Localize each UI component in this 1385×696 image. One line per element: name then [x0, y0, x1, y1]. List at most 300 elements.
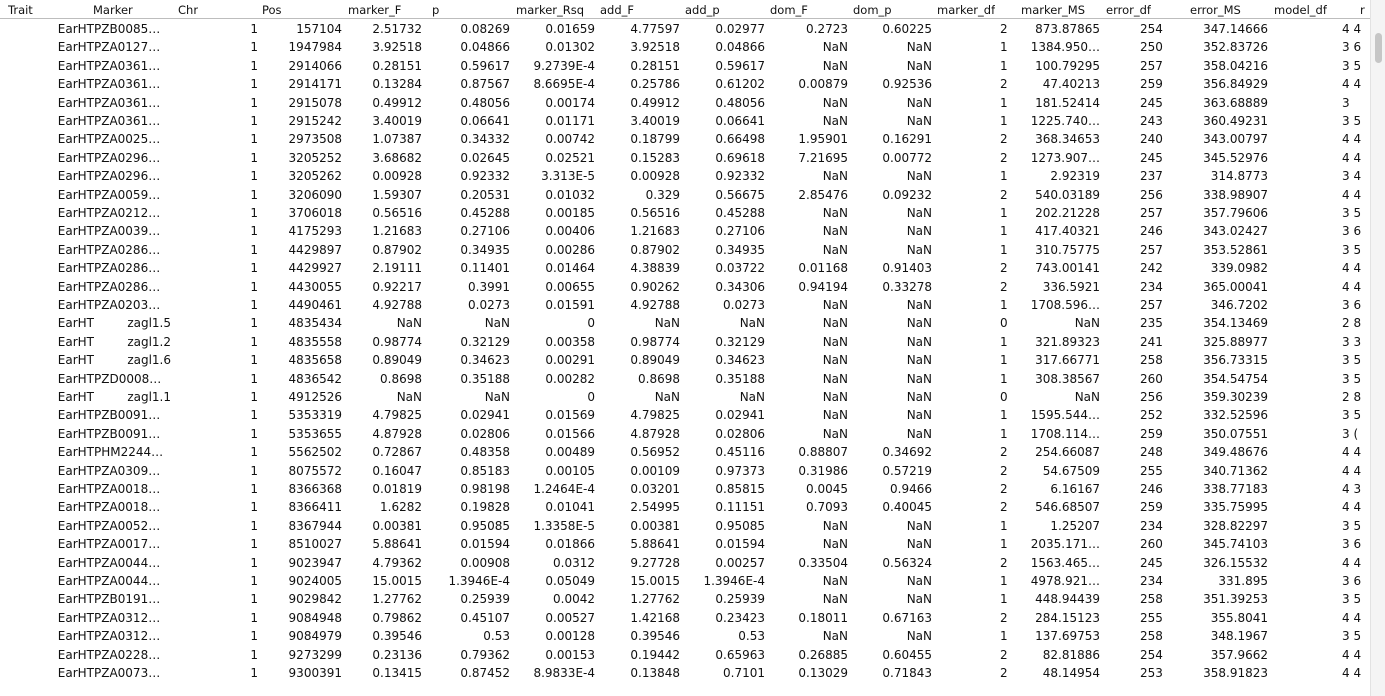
cell-add-p: 0.02977: [715, 22, 765, 36]
cell-model-df: 4 4: [1342, 500, 1362, 515]
cell-pos: 4175293: [288, 224, 342, 239]
column-header-model-df[interactable]: model_df: [1274, 3, 1327, 17]
column-header-add-p[interactable]: add_p: [685, 3, 720, 17]
cell-marker-ms: 1563.465…: [1030, 555, 1100, 570]
cell-pos: 2915242: [288, 114, 342, 128]
cell-error-ms: 352.83726: [1203, 40, 1268, 55]
cell-trait: EarHT: [57, 206, 94, 220]
cell-p: 0.04866: [460, 40, 510, 55]
table-row[interactable]: [0, 167, 1370, 185]
cell-error-ms: 338.77183: [1203, 482, 1268, 496]
cell-pos: 4835558: [288, 334, 342, 349]
table-row[interactable]: [0, 38, 1370, 56]
cell-dom-p: NaN: [906, 95, 932, 110]
cell-marker-df: 2: [1000, 77, 1008, 92]
cell-marker-f: NaN: [396, 390, 422, 404]
column-header-r[interactable]: r: [1360, 3, 1365, 17]
cell-add-p: 0.06641: [715, 114, 765, 128]
cell-marker-rsq: 0.00527: [545, 610, 595, 625]
cell-marker-f: 0.01819: [372, 482, 422, 496]
cell-error-ms: 356.84929: [1203, 77, 1268, 92]
cell-trait: EarHT: [57, 518, 94, 533]
cell-model-df: 4 4: [1342, 666, 1362, 680]
cell-p: 0.87452: [460, 666, 510, 680]
cell-marker: PZA0018…: [94, 482, 161, 496]
cell-add-p: 0.02941: [715, 408, 765, 423]
cell-marker-rsq: 9.2739E-4: [533, 58, 595, 73]
cell-marker-df: 2: [1000, 555, 1008, 570]
scrollbar-thumb[interactable]: [1375, 33, 1382, 63]
cell-marker-f: 5.88641: [372, 537, 422, 552]
cell-marker-rsq: 8.6695E-4: [533, 77, 595, 92]
column-header-error-df[interactable]: error_df: [1106, 3, 1151, 17]
cell-error-df: 245: [1140, 150, 1163, 165]
table-row[interactable]: [0, 20, 1370, 38]
cell-marker-df: 1: [1000, 334, 1008, 349]
cell-dom-p: NaN: [906, 242, 932, 257]
cell-add-f: 1.42168: [630, 610, 680, 625]
cell-marker: PZA0228…: [94, 647, 161, 662]
cell-error-ms: 356.73315: [1203, 353, 1268, 368]
cell-add-f: 0.90262: [630, 279, 680, 294]
cell-error-df: 241: [1140, 334, 1163, 349]
cell-add-p: 0.0273: [723, 298, 765, 312]
cell-marker: PZA0052…: [94, 518, 161, 533]
cell-marker-rsq: 0.05049: [545, 574, 595, 588]
cell-marker: PZD0008…: [94, 371, 162, 386]
cell-model-df: 4 4: [1342, 555, 1362, 570]
cell-add-p: 0.45116: [715, 445, 765, 460]
cell-marker-f: 1.07387: [372, 132, 422, 147]
cell-error-ms: 345.74103: [1203, 537, 1268, 552]
cell-p: 0.20531: [460, 187, 510, 202]
cell-trait: EarHT: [57, 445, 94, 460]
cell-marker-df: 1: [1000, 242, 1008, 257]
cell-marker-ms: 546.68507: [1035, 500, 1100, 515]
cell-add-f: 15.0015: [630, 574, 680, 588]
cell-dom-f: NaN: [822, 114, 848, 128]
cell-marker-rsq: 1.3358E-5: [533, 518, 595, 533]
cell-add-f: 4.79825: [630, 408, 680, 423]
cell-pos: 157104: [296, 22, 342, 36]
cell-error-ms: 359.30239: [1203, 390, 1268, 404]
table-row[interactable]: [0, 57, 1370, 75]
cell-add-p: 0.00257: [715, 555, 765, 570]
cell-add-p: NaN: [739, 390, 765, 404]
cell-marker-f: 1.59307: [372, 187, 422, 202]
column-header-marker-rsq[interactable]: marker_Rsq: [516, 3, 585, 17]
cell-model-df: 2 8: [1342, 316, 1362, 331]
cell-add-p: 1.3946E-4: [703, 574, 765, 588]
cell-error-df: 259: [1140, 426, 1163, 441]
cell-error-ms: 345.52976: [1203, 150, 1268, 165]
table-row[interactable]: [0, 406, 1370, 424]
cell-marker-ms: 2035.171…: [1030, 537, 1100, 552]
cell-marker-rsq: 0.01866: [545, 537, 595, 552]
cell-marker-ms: 336.5921: [1042, 279, 1100, 294]
cell-p: NaN: [484, 316, 510, 331]
cell-dom-p: NaN: [906, 390, 932, 404]
cell-add-p: 0.59617: [715, 58, 765, 73]
cell-marker-df: 1: [1000, 371, 1008, 386]
cell-marker: PZA0017…: [94, 537, 161, 552]
cell-add-f: 0.00109: [630, 463, 680, 478]
cell-trait: EarHT: [57, 666, 94, 680]
cell-pos: 9023947: [288, 555, 342, 570]
cell-error-ms: 353.52861: [1203, 242, 1268, 257]
cell-model-df: 4 4: [1342, 647, 1362, 662]
cell-trait: EarHT: [57, 426, 94, 441]
cell-model-df: 3 5: [1342, 592, 1362, 607]
cell-error-ms: 338.98907: [1203, 187, 1268, 202]
cell-marker-rsq: 8.9833E-4: [533, 666, 595, 680]
cell-add-p: 0.45288: [715, 206, 765, 220]
cell-p: 0.06641: [460, 114, 510, 128]
cell-add-p: 0.23423: [715, 610, 765, 625]
column-header-marker-df[interactable]: marker_df: [937, 3, 996, 17]
table-row[interactable]: [0, 112, 1370, 130]
cell-trait: EarHT: [57, 150, 94, 165]
cell-marker-f: 0.28151: [372, 58, 422, 73]
cell-error-df: 234: [1140, 518, 1163, 533]
cell-marker-f: 0.79862: [372, 610, 422, 625]
cell-error-df: 235: [1140, 316, 1163, 331]
cell-dom-f: 0.2723: [806, 22, 848, 36]
cell-marker-ms: 181.52414: [1035, 95, 1100, 110]
cell-error-ms: 350.07551: [1203, 426, 1268, 441]
cell-error-df: 260: [1140, 537, 1163, 552]
cell-marker-f: 0.92217: [372, 279, 422, 294]
cell-error-df: 257: [1140, 298, 1163, 312]
vertical-scrollbar[interactable]: [1370, 0, 1385, 696]
cell-error-df: 258: [1140, 353, 1163, 368]
cell-dom-f: NaN: [822, 592, 848, 607]
cell-add-f: 4.87928: [630, 426, 680, 441]
cell-marker: PZA0025…: [94, 132, 161, 147]
cell-marker-f: 0.23136: [372, 647, 422, 662]
cell-p: 0.59617: [460, 58, 510, 73]
table-row[interactable]: [0, 149, 1370, 167]
cell-marker-rsq: 0.00105: [545, 463, 595, 478]
table-row[interactable]: [0, 517, 1370, 535]
cell-model-df: 3 (: [1342, 426, 1359, 441]
cell-marker: PZA0296…: [94, 169, 161, 184]
cell-marker: PZA0212…: [94, 206, 161, 220]
cell-marker-df: 1: [1000, 426, 1008, 441]
table-row[interactable]: [0, 590, 1370, 608]
table-row[interactable]: [0, 75, 1370, 93]
cell-error-df: 256: [1140, 390, 1163, 404]
cell-pos: 4912526: [288, 390, 342, 404]
cell-error-ms: 358.04216: [1203, 58, 1268, 73]
cell-chr: 1: [250, 298, 258, 312]
column-header-add-f[interactable]: add_F: [600, 3, 635, 17]
table-row[interactable]: [0, 296, 1370, 314]
table-row[interactable]: [0, 314, 1370, 332]
cell-marker-ms: 48.14954: [1042, 666, 1100, 680]
cell-error-ms: 326.15532: [1203, 555, 1268, 570]
cell-add-f: 0.00928: [630, 169, 680, 184]
cell-trait: EarHT: [57, 371, 94, 386]
cell-add-f: 0.13848: [630, 666, 680, 680]
cell-error-ms: 357.79606: [1203, 206, 1268, 220]
cell-add-p: 0.53: [738, 629, 765, 644]
table-row[interactable]: [0, 572, 1370, 590]
cell-add-p: 0.25939: [715, 592, 765, 607]
table-row[interactable]: [0, 498, 1370, 516]
cell-dom-p: NaN: [906, 629, 932, 644]
cell-marker-ms: 1225.740…: [1030, 114, 1100, 128]
cell-model-df: 3 5: [1342, 353, 1362, 368]
column-header-p[interactable]: p: [432, 3, 440, 17]
cell-add-f: 0.03201: [630, 482, 680, 496]
cell-trait: EarHT: [57, 390, 94, 404]
cell-p: 0.34332: [460, 132, 510, 147]
cell-error-ms: 365.00041: [1203, 279, 1268, 294]
cell-chr: 1: [250, 132, 258, 147]
cell-marker-df: 1: [1000, 40, 1008, 55]
cell-error-df: 254: [1140, 22, 1163, 36]
cell-dom-f: NaN: [822, 426, 848, 441]
cell-marker-f: 2.19111: [372, 261, 422, 276]
cell-marker-df: 2: [1000, 279, 1008, 294]
cell-add-f: 5.88641: [630, 537, 680, 552]
cell-trait: EarHT: [57, 279, 94, 294]
table-row[interactable]: [0, 333, 1370, 351]
cell-dom-f: NaN: [822, 316, 848, 331]
cell-p: 0.3991: [468, 279, 510, 294]
cell-error-ms: 340.71362: [1203, 463, 1268, 478]
cell-add-f: 1.27762: [630, 592, 680, 607]
column-header-dom-p[interactable]: dom_p: [853, 3, 892, 17]
cell-marker-f: 4.92788: [372, 298, 422, 312]
cell-marker-rsq: 0.00185: [545, 206, 595, 220]
cell-dom-p: NaN: [906, 224, 932, 239]
cell-trait: EarHT: [57, 40, 94, 55]
cell-dom-f: 0.33504: [798, 555, 848, 570]
cell-marker-df: 1: [1000, 518, 1008, 533]
cell-marker: PZA0286…: [94, 261, 161, 276]
table-row[interactable]: [0, 646, 1370, 664]
cell-marker: PZA0018…: [94, 500, 161, 515]
cell-trait: EarHT: [57, 353, 94, 368]
column-header-marker-ms[interactable]: marker_MS: [1021, 3, 1086, 17]
cell-pos: 2973508: [288, 132, 342, 147]
table-row[interactable]: [0, 370, 1370, 388]
table-row[interactable]: [0, 554, 1370, 572]
cell-model-df: 3 6: [1342, 224, 1362, 239]
cell-chr: 1: [250, 647, 258, 662]
cell-marker-rsq: 0.02521: [545, 150, 595, 165]
cell-chr: 1: [250, 426, 258, 441]
cell-chr: 1: [250, 555, 258, 570]
column-header-marker[interactable]: Marker: [93, 3, 133, 17]
cell-p: 0.0273: [468, 298, 510, 312]
cell-pos: 3206090: [288, 187, 342, 202]
cell-p: 0.02941: [460, 408, 510, 423]
table-row[interactable]: [0, 609, 1370, 627]
cell-chr: 1: [250, 482, 258, 496]
cell-dom-p: NaN: [906, 574, 932, 588]
cell-add-f: 0.15283: [630, 150, 680, 165]
table-row[interactable]: [0, 186, 1370, 204]
table-row[interactable]: [0, 480, 1370, 498]
cell-dom-p: NaN: [906, 316, 932, 331]
cell-marker-ms: 1384.950…: [1030, 40, 1100, 55]
cell-dom-f: NaN: [822, 371, 848, 386]
cell-add-f: 0.98774: [630, 334, 680, 349]
cell-marker-f: 4.79825: [372, 408, 422, 423]
cell-marker-f: 0.8698: [380, 371, 422, 386]
cell-marker-df: 1: [1000, 298, 1008, 312]
cell-add-f: 3.92518: [630, 40, 680, 55]
cell-marker-f: 0.98774: [372, 334, 422, 349]
cell-error-df: 240: [1140, 132, 1163, 147]
cell-model-df: 4 4: [1342, 77, 1362, 92]
cell-trait: EarHT: [57, 77, 94, 92]
cell-trait: EarHT: [57, 482, 94, 496]
cell-add-p: 0.27106: [715, 224, 765, 239]
cell-marker-f: 1.6282: [380, 500, 422, 515]
cell-error-ms: 339.0982: [1210, 261, 1268, 276]
cell-marker-f: 0.00928: [372, 169, 422, 184]
cell-add-f: 0.49912: [630, 95, 680, 110]
column-header-pos[interactable]: Pos: [262, 3, 282, 17]
cell-add-f: 4.38839: [630, 261, 680, 276]
cell-p: 0.48358: [460, 445, 510, 460]
cell-marker-rsq: 0.00742: [545, 132, 595, 147]
cell-chr: 1: [250, 408, 258, 423]
table-row[interactable]: [0, 462, 1370, 480]
column-header-error-ms[interactable]: error_MS: [1190, 3, 1241, 17]
cell-model-df: 4 4: [1342, 610, 1362, 625]
cell-p: 0.19828: [460, 500, 510, 515]
table-row[interactable]: [0, 94, 1370, 112]
cell-add-p: 0.11151: [715, 500, 765, 515]
cell-marker-f: 3.92518: [372, 40, 422, 55]
cell-marker-ms: 47.40213: [1042, 77, 1100, 92]
cell-dom-p: 0.60455: [882, 647, 932, 662]
cell-error-df: 255: [1140, 610, 1163, 625]
cell-marker-rsq: 0.01302: [545, 40, 595, 55]
cell-error-df: 256: [1140, 187, 1163, 202]
cell-dom-f: 0.00879: [798, 77, 848, 92]
table-row[interactable]: [0, 535, 1370, 553]
cell-chr: 1: [250, 518, 258, 533]
cell-marker-rsq: 0.01041: [545, 500, 595, 515]
cell-p: 1.3946E-4: [448, 574, 510, 588]
cell-error-ms: 348.1967: [1210, 629, 1268, 644]
cell-p: 0.95085: [460, 518, 510, 533]
cell-p: 0.34935: [460, 242, 510, 257]
table-header: [0, 2, 1370, 19]
cell-marker-f: 15.0015: [372, 574, 422, 588]
cell-error-df: 237: [1140, 169, 1163, 184]
cell-pos: 4836542: [288, 371, 342, 386]
cell-marker: PZA0044…: [94, 555, 161, 570]
cell-marker-rsq: 0.00655: [545, 279, 595, 294]
cell-error-df: 260: [1140, 371, 1163, 386]
cell-error-df: 248: [1140, 445, 1163, 460]
table-row[interactable]: [0, 241, 1370, 259]
cell-marker-f: 0.13284: [372, 77, 422, 92]
cell-pos: 8075572: [288, 463, 342, 478]
table-row[interactable]: [0, 259, 1370, 277]
cell-p: 0.27106: [460, 224, 510, 239]
cell-model-df: 4 4: [1342, 187, 1362, 202]
table-row[interactable]: [0, 278, 1370, 296]
cell-pos: 9084948: [288, 610, 342, 625]
cell-model-df: 3 5: [1342, 629, 1362, 644]
cell-chr: 1: [250, 224, 258, 239]
table-row[interactable]: [0, 351, 1370, 369]
cell-dom-f: NaN: [822, 334, 848, 349]
cell-marker-f: 0.89049: [372, 353, 422, 368]
cell-chr: 1: [250, 666, 258, 680]
cell-dom-f: 0.88807: [798, 445, 848, 460]
table-row[interactable]: [0, 443, 1370, 461]
column-header-dom-f[interactable]: dom_F: [770, 3, 808, 17]
column-header-chr[interactable]: Chr: [178, 3, 199, 17]
cell-marker-df: 0: [1000, 316, 1008, 331]
cell-marker-rsq: 1.2464E-4: [533, 482, 595, 496]
cell-pos: 9300391: [288, 666, 342, 680]
cell-dom-p: NaN: [906, 537, 932, 552]
cell-p: NaN: [484, 390, 510, 404]
table-row[interactable]: [0, 664, 1370, 682]
cell-chr: 1: [250, 574, 258, 588]
cell-trait: EarHT: [57, 95, 94, 110]
cell-marker-ms: 1273.907…: [1030, 150, 1100, 165]
cell-chr: 1: [250, 371, 258, 386]
cell-add-f: 4.92788: [630, 298, 680, 312]
cell-marker-df: 1: [1000, 95, 1008, 110]
cell-add-p: 0.01594: [715, 537, 765, 552]
cell-marker-f: 0.87902: [372, 242, 422, 257]
cell-p: 0.02806: [460, 426, 510, 441]
cell-trait: EarHT: [57, 334, 94, 349]
cell-error-ms: 347.14666: [1203, 22, 1268, 36]
table-row[interactable]: [0, 222, 1370, 240]
cell-trait: EarHT: [57, 610, 94, 625]
cell-dom-p: NaN: [906, 169, 932, 184]
cell-marker-ms: 1708.114…: [1030, 426, 1100, 441]
table-row[interactable]: [0, 627, 1370, 645]
cell-dom-f: 7.21695: [798, 150, 848, 165]
cell-chr: 1: [250, 353, 258, 368]
cell-marker-rsq: 0.00358: [545, 334, 595, 349]
cell-marker: PZA0361…: [94, 95, 161, 110]
cell-marker-rsq: 0.0312: [553, 555, 595, 570]
cell-model-df: 3 5: [1342, 206, 1362, 220]
cell-marker: PZA0203…: [94, 298, 161, 312]
column-header-trait[interactable]: Trait: [8, 3, 33, 17]
cell-marker: PZA0361…: [94, 77, 161, 92]
cell-add-p: 0.34935: [715, 242, 765, 257]
table-row[interactable]: [0, 204, 1370, 222]
table-row[interactable]: [0, 130, 1370, 148]
cell-model-df: 3 5: [1342, 242, 1362, 257]
cell-p: 0.25939: [460, 592, 510, 607]
cell-marker-ms: 743.00141: [1035, 261, 1100, 276]
cell-marker-df: 2: [1000, 22, 1008, 36]
table-row[interactable]: [0, 425, 1370, 443]
cell-add-p: 0.48056: [715, 95, 765, 110]
cell-marker-f: 1.27762: [372, 592, 422, 607]
column-header-marker-f[interactable]: marker_F: [348, 3, 402, 17]
table-row[interactable]: [0, 388, 1370, 406]
cell-marker-rsq: 0.01464: [545, 261, 595, 276]
